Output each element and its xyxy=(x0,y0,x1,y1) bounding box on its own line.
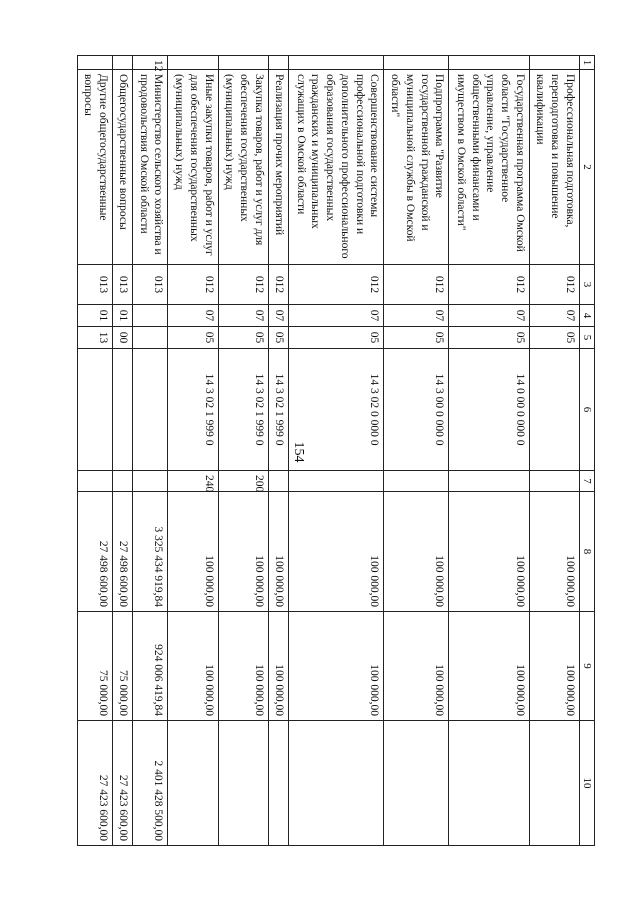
name-cell: Государственная программа Омской области "Государственное управление, управление общественными финансами и имуществом в Омской области" xyxy=(449,70,529,265)
table-row xyxy=(449,56,529,846)
row-number-cell xyxy=(268,56,288,70)
page-number-text: 154 xyxy=(291,441,306,463)
budget-table-container xyxy=(77,55,595,845)
section-cell: 01 xyxy=(78,305,113,327)
amount-cell: 100 000,00 xyxy=(168,612,218,721)
section-cell: 07 xyxy=(384,305,449,327)
total-amount-cell: 100 000,00 xyxy=(268,492,288,612)
name-cell: Общегосударственные вопросы xyxy=(113,70,133,265)
total-amount-cell: 27 498 600,00 xyxy=(113,492,133,612)
table-row xyxy=(384,56,449,846)
table-row xyxy=(268,56,288,846)
table-row xyxy=(289,56,384,846)
target-article-cell xyxy=(529,349,579,471)
section-cell: 01 xyxy=(113,305,133,327)
subsection-cell: 05 xyxy=(168,327,218,349)
expense-type-cell xyxy=(289,471,384,492)
amount-cell xyxy=(449,721,529,846)
name-cell: Реализация прочих мероприятий xyxy=(268,70,288,265)
subsection-cell: 05 xyxy=(289,327,384,349)
table-row xyxy=(529,56,579,846)
expense-type-cell xyxy=(78,471,113,492)
header-cell: 4 xyxy=(579,305,594,327)
subsection-cell: 05 xyxy=(268,327,288,349)
section-cell: 07 xyxy=(168,305,218,327)
amount-cell: 100 000,00 xyxy=(268,612,288,721)
table-row xyxy=(78,56,113,846)
code-cell: 013 xyxy=(78,265,113,305)
section-cell: 07 xyxy=(529,305,579,327)
expense-type-cell xyxy=(449,471,529,492)
name-cell: Совершенствование системы профессиональной подготовки и дополнительного профессионального образования государственных гражданских и муниципальных служащих в Омской области xyxy=(289,70,384,265)
amount-cell: 75 000,00 xyxy=(113,612,133,721)
code-cell: 012 xyxy=(529,265,579,305)
amount-cell xyxy=(268,721,288,846)
subsection-cell: 05 xyxy=(218,327,268,349)
total-amount-cell: 100 000,00 xyxy=(384,492,449,612)
code-cell: 012 xyxy=(449,265,529,305)
subsection-cell xyxy=(133,327,168,349)
target-article-cell xyxy=(133,349,168,471)
table-row xyxy=(168,56,218,846)
expense-type-cell xyxy=(268,471,288,492)
amount-cell: 100 000,00 xyxy=(289,612,384,721)
table-row xyxy=(133,56,168,846)
code-cell: 012 xyxy=(168,265,218,305)
name-cell: Министерство сельского хозяйства и продовольствия Омской области xyxy=(133,70,168,265)
total-amount-cell: 100 000,00 xyxy=(289,492,384,612)
total-amount-cell: 27 498 600,00 xyxy=(78,492,113,612)
header-cell: 8 xyxy=(579,492,594,612)
target-article-cell: 14 3 02 1 999 0 xyxy=(268,349,288,471)
target-article-cell: 14 3 00 0 000 0 xyxy=(384,349,449,471)
code-cell: 013 xyxy=(113,265,133,305)
row-number-cell xyxy=(529,56,579,70)
amount-cell: 100 000,00 xyxy=(384,612,449,721)
header-row xyxy=(579,56,594,846)
code-cell: 012 xyxy=(289,265,384,305)
total-amount-cell: 100 000,00 xyxy=(449,492,529,612)
section-cell xyxy=(133,305,168,327)
name-cell: Профессиональная подготовка, переподготовка и повышение квалификации xyxy=(529,70,579,265)
amount-cell: 100 000,00 xyxy=(218,612,268,721)
row-number-cell xyxy=(78,56,113,70)
header-cell: 9 xyxy=(579,612,594,721)
total-amount-cell: 100 000,00 xyxy=(168,492,218,612)
name-cell: Подпрограмма "Развитие государственной гражданской и муниципальной службы в Омской области" xyxy=(384,70,449,265)
expense-type-cell xyxy=(113,471,133,492)
target-article-cell: 14 3 02 1 999 0 xyxy=(168,349,218,471)
amount-cell xyxy=(384,721,449,846)
target-article-cell: 14 3 02 1 999 0 xyxy=(218,349,268,471)
amount-cell xyxy=(289,721,384,846)
amount-cell: 924 006 419,84 xyxy=(133,612,168,721)
target-article-cell: 14 0 00 0 000 0 xyxy=(449,349,529,471)
table-row xyxy=(113,56,133,846)
header-cell: 7 xyxy=(579,471,594,492)
section-cell: 07 xyxy=(268,305,288,327)
code-cell: 013 xyxy=(133,265,168,305)
expense-type-cell: 200 xyxy=(218,471,268,492)
row-number-cell xyxy=(449,56,529,70)
subsection-cell: 00 xyxy=(113,327,133,349)
expense-type-cell: 240 xyxy=(168,471,218,492)
code-cell: 012 xyxy=(384,265,449,305)
header-cell: 1 xyxy=(579,56,594,70)
row-number-cell: 12 xyxy=(133,56,168,70)
target-article-cell: 14 3 02 0 000 0 xyxy=(289,349,384,471)
header-cell: 10 xyxy=(579,721,594,846)
table-body xyxy=(78,56,580,846)
amount-cell: 27 423 600,00 xyxy=(113,721,133,846)
row-number-cell xyxy=(384,56,449,70)
row-number-cell xyxy=(289,56,384,70)
amount-cell: 2 401 428 500,00 xyxy=(133,721,168,846)
row-number-cell xyxy=(113,56,133,70)
target-article-cell xyxy=(78,349,113,471)
subsection-cell: 05 xyxy=(449,327,529,349)
budget-table xyxy=(77,55,595,846)
amount-cell: 75 000,00 xyxy=(78,612,113,721)
section-cell: 07 xyxy=(218,305,268,327)
section-cell: 07 xyxy=(289,305,384,327)
expense-type-cell xyxy=(384,471,449,492)
expense-type-cell xyxy=(529,471,579,492)
header-cell: 2 xyxy=(579,70,594,265)
header-cell: 6 xyxy=(579,349,594,471)
name-cell: Другие общегосударственные вопросы xyxy=(78,70,113,265)
subsection-cell: 13 xyxy=(78,327,113,349)
name-cell: Закупка товаров, работ и услуг для обеспечения государственных (муниципальных) нужд xyxy=(218,70,268,265)
subsection-cell: 05 xyxy=(384,327,449,349)
row-number-cell xyxy=(218,56,268,70)
code-cell: 012 xyxy=(218,265,268,305)
subsection-cell: 05 xyxy=(529,327,579,349)
header-cell: 3 xyxy=(579,265,594,305)
target-article-cell xyxy=(113,349,133,471)
amount-cell: 100 000,00 xyxy=(529,612,579,721)
amount-cell: 100 000,00 xyxy=(449,612,529,721)
amount-cell xyxy=(218,721,268,846)
name-cell: Иные закупки товаров, работ и услуг для обеспечения государственных (муниципальных) нужд xyxy=(168,70,218,265)
amount-cell: 27 423 600,00 xyxy=(78,721,113,846)
total-amount-cell: 100 000,00 xyxy=(529,492,579,612)
table-row xyxy=(218,56,268,846)
total-amount-cell: 3 325 434 919,84 xyxy=(133,492,168,612)
amount-cell xyxy=(529,721,579,846)
header-cell: 5 xyxy=(579,327,594,349)
section-cell: 07 xyxy=(449,305,529,327)
expense-type-cell xyxy=(133,471,168,492)
code-cell: 012 xyxy=(268,265,288,305)
row-number-cell xyxy=(168,56,218,70)
total-amount-cell: 100 000,00 xyxy=(218,492,268,612)
amount-cell xyxy=(168,721,218,846)
